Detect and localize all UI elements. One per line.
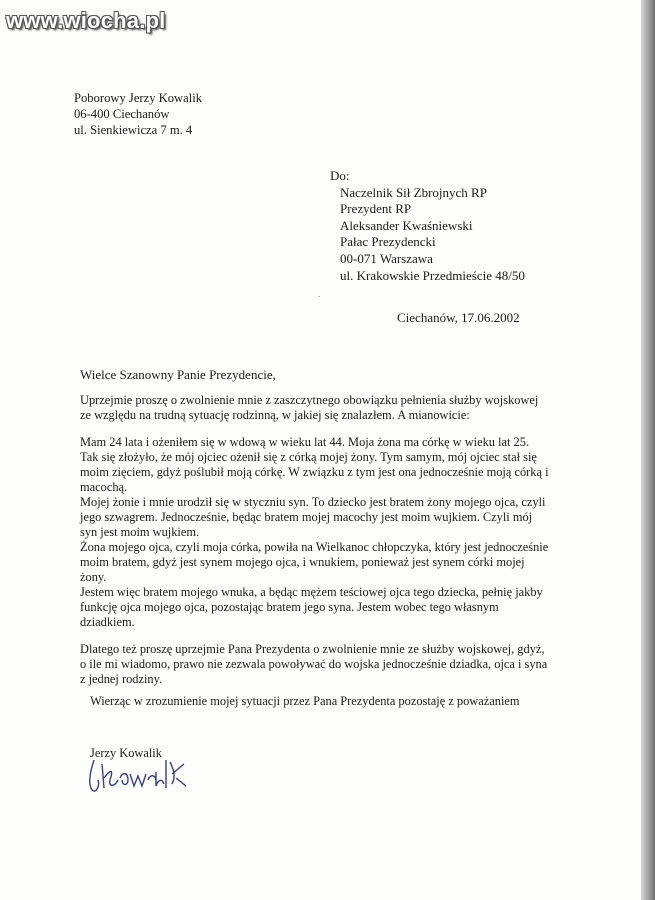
- paragraph-grandfather: Jestem więc bratem mojego wnuka, a będąc mężem teściowej ojca tego dziecka, pełnię jakby funkcję ojca mojego ojca, pozostając bratem jego syna. Jestem wobec tego własnym dziadkiem.: [80, 585, 543, 629]
- sender-line-3: ul. Sienkiewicza 7 m. 4: [74, 123, 193, 137]
- recipient-line-1: Naczelnik Sił Zbrojnych RP: [340, 184, 487, 200]
- recipient-line-5: 00-071 Warszawa: [340, 250, 433, 266]
- recipient-to-label: Do:: [330, 168, 350, 183]
- recipient-line-6: ul. Krakowskie Przedmieście 48/50: [340, 267, 525, 283]
- sender-address: [74, 90, 202, 138]
- recipient-address: [330, 168, 525, 284]
- watermark: www.wiocha.pl: [6, 8, 166, 33]
- paragraph-marriage: Mam 24 lata i ożeniłem się w wdową w wieku lat 44. Moja żona ma córkę w wieku lat 25. Tak się złożyło, że mój ojciec ożenił się z córką mojej żony. Tym samym, mój ojciec stał się moim zięciem, gdyż poślubił moją córkę. W związku z tym jest ona jednocześnie moją córką i macochą.: [80, 435, 549, 494]
- paragraph-conclusion: Dlatego też proszę uprzejmie Pana Prezydenta o zwolnienie mnie ze służby wojskowej, gdyż, o ile mi wiadomo, prawo nie zezwala powoływać do wojska jednocześnie dziadka, ojca i syna z jednej rodziny.: [80, 642, 548, 686]
- salutation: Wielce Szanowny Panie Prezydencie,: [80, 367, 276, 382]
- recipient-line-3: Aleksander Kwaśniewski: [340, 217, 473, 233]
- handwritten-signature: [80, 750, 210, 800]
- closing-line: Wierząc w zrozumienie mojej sytuacji przez Pana Prezydenta pozostaję z poważaniem: [90, 694, 520, 708]
- letter-body: [80, 393, 550, 687]
- paragraph-son: Mojej żonie i mnie urodził się w styczniu syn. To dziecko jest bratem żony mojego ojca, czyli jego szwagrem. Jednocześnie, będąc bratem mojej macochy jest moim wujkiem. Czyli mój syn jest moim wujkiem.: [80, 495, 546, 539]
- recipient-line-4: Pałac Prezydencki: [340, 234, 436, 250]
- paragraph-request: Uprzejmie proszę o zwolnienie mnie z zaszczytnego obowiązku pełnienia służby wojskowej ze względu na trudną sytuację rodzinną, w jakiej się znalazłem. A mianowicie:: [80, 393, 539, 422]
- paragraph-brother: Żona mojego ojca, czyli moja córka, powiła na Wielkanoc chłopczyka, który jest jednocześnie moim bratem, gdyż jest synem mojego ojca, i wnukiem, ponieważ jest synem córki mojej żony.: [80, 540, 549, 584]
- recipient-line-2: Prezydent RP: [340, 201, 412, 217]
- sender-line-2: 06-400 Ciechanów: [74, 107, 170, 121]
- scan-edge-shadow: [641, 0, 655, 900]
- scan-speck: [318, 296, 320, 297]
- signature-name: Jerzy Kowalik: [90, 746, 162, 760]
- letter-date: Ciechanów, 17.06.2002: [397, 310, 520, 325]
- sender-line-1: Poborowy Jerzy Kowalik: [74, 91, 203, 105]
